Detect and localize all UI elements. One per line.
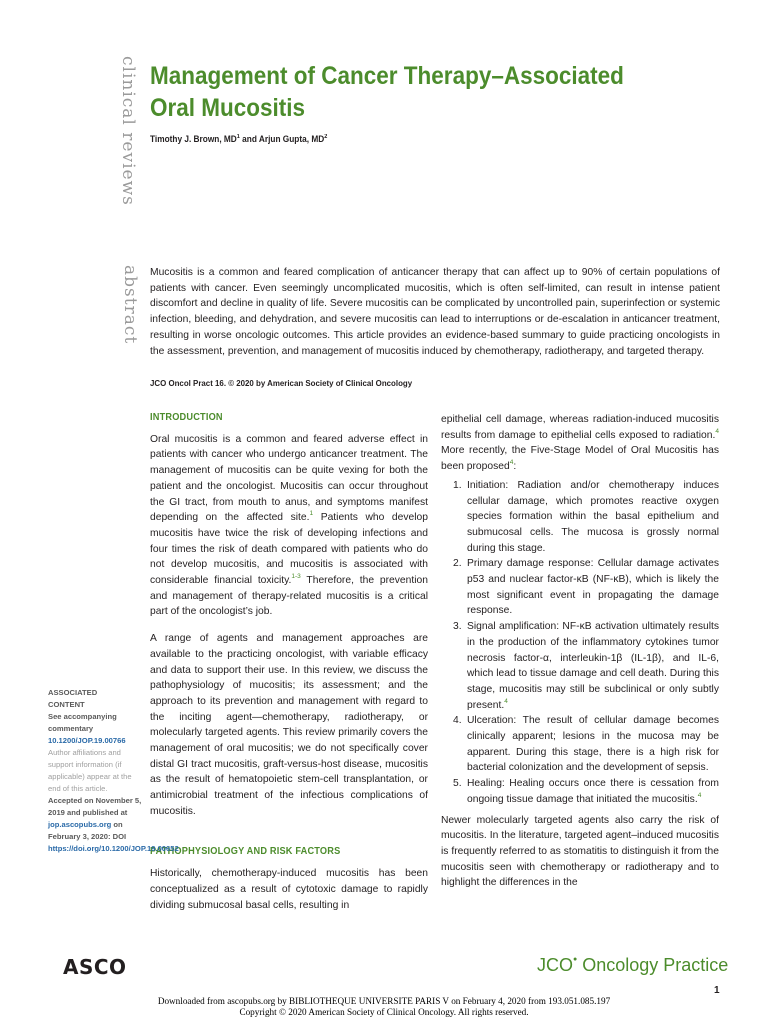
jco-product-name: Oncology Practice [582,955,729,975]
list-item-text: Signal amplification: NF-κB activation ultimately results in the production of the inflammatory cytokines tumor necrosis factor-α, interleukin-1β (IL-1β), and IL-6, which lead to tissue damage and cell death. During this stage, mucositis may still be subclinical or only subtly present. [467,621,719,711]
five-stage-list [441,478,719,808]
intro-p1-text-c: Therefore, the prevention and management of therapy-related mucositis is a critical part of the oncologist’s job. [150,575,428,618]
introduction-heading: INTRODUCTION [150,412,223,423]
copyright-notice: Copyright © 2020 American Society of Clinical Oncology. All rights reserved. [239,1007,529,1017]
list-item-number: 5. [453,778,462,790]
download-notice: Downloaded from ascopubs.org by BIBLIOTHEQUE UNIVERSITE PARIS V on February 4, 2020 from 193.051.085.197 [157,996,611,1006]
reference-link[interactable]: 4 [504,697,508,705]
associated-content-label-1: ASSOCIATED [48,688,98,697]
asco-logo: ASCO [63,955,127,979]
list-item-text: Initiation: Radiation and/or chemotherapy induces cellular damage, which promotes reactive oxygen species formation within the basal epithelium and submucosal cells. The mucosa is grossly normal during this stage. [467,479,719,554]
intro-p1-text-b: Patients who develop mucositis have twice the risk of developing infections and four times the risk of death compared with patients who do not develop mucositis, and mucositis is associated with considerable financial toxicity. [150,512,429,587]
citation-line: JCO Oncol Pract 16. © 2020 by American Society of Clinical Oncology [150,378,413,388]
left-column [150,410,428,913]
right-p1-text-b: More recently, the Five-Stage Model of Oral Mucositis has been proposed [441,445,719,473]
page-number: 1 [714,985,720,996]
right-column [441,412,719,891]
jco-logo: JCO● Oncology Practice [537,955,729,975]
list-item-number: 3. [453,621,462,633]
article-title-line-1: Management of Cancer Therapy–Associated [150,62,624,90]
right-paragraph-2: Newer molecularly targeted agents also carry the risk of mucositis. In the literature, targeted agent–induced mucositis is frequently referred to as stomatitis to distinguish it from the mucositis seen with chemotherapy or radiotherapy and to highlight the differences in the [441,814,719,889]
accepted-note [48,795,179,855]
journal-site-link[interactable]: jop.ascopubs.org [48,820,112,829]
intro-p1-text-a: Oral mucositis is a common and feared adverse effect in patients with cancer who undergo anticancer treatment. The management of mucositis can be quite vexing for both the patient and the oncologist. Mucositis can occur throughout the GI tract, from mouth to anus, and symptoms manifest depending on the affected site. [150,433,428,524]
reference-link[interactable]: 1-3 [291,573,301,581]
accepted-text: Accepted on November 5, 2019 and published at [48,796,142,817]
intro-paragraph-1 [150,432,428,620]
author-1: Timothy J. Brown, MD [150,134,237,144]
accepted-mid-text: on February 3, 2020: DOI [48,820,127,841]
affiliation-note: Author affiliations and support information (if applicable) appear at the end of this article. [48,748,132,793]
section-label-clinical-reviews: clinical reviews [118,56,138,206]
list-item [441,776,719,807]
intro-paragraph-2: A range of agents and management approaches are available to the practicing oncologist, with variable efficacy and data to support their use. In this review, we discuss the pathophysiology of mucositis; its assessment; and the approach to its prevention and management with regard to the inciting agent—chemotherapy, radiotherapy, or molecularly targeted agents. This review primarily covers the management of oral mucositis; we do not specifically cover distal GI tract mucositis, graft-versus-host disease, mucositis as the result of hematopoietic stem-cell transplantation, or antimicrobial treatment of the infectious complications of mucositis. [150,633,428,817]
right-p1-text-a: epithelial cell damage, whereas radiation-induced mucositis results from damage to epithelial cells exposed to radiation. [441,414,719,441]
list-item [441,619,719,713]
reference-link[interactable]: 4 [715,427,719,435]
article-title-line-2: Oral Mucositis [150,94,306,122]
list-item-text: Healing: Healing occurs once there is cessation from ongoing tissue damage that initiated the mucositis. [467,778,719,805]
patho-paragraph-1: Historically, chemotherapy-induced mucositis has been conceptualized as a result of cytotoxic damage to rapidly dividing submucosal basal cells, resulting in [150,868,428,911]
list-item-number: 2. [453,558,462,570]
list-item [441,478,719,557]
associated-content-label-2: CONTENT [48,700,85,709]
author-2-affiliation: 2 [324,134,328,140]
list-item-number: 4. [453,715,462,727]
side-notes [48,687,179,855]
reference-link[interactable]: 1 [309,510,314,518]
section-label-abstract: abstract [120,265,140,345]
author-list [150,134,327,144]
commentary-note [48,711,142,747]
commentary-link[interactable]: 10.1200/JOP.19.00766 [48,736,126,745]
author-2: and Arjun Gupta, MD [239,134,325,144]
list-item-number: 1. [453,479,462,491]
pathophysiology-heading: PATHOPHYSIOLOGY AND RISK FACTORS [150,845,341,857]
reference-link[interactable]: 4 [697,791,702,799]
doi-link[interactable]: https://doi.org/10.1200/JOP.19.00652 [48,844,179,853]
right-p1-text-c: : [513,461,517,473]
article-title [150,60,672,124]
right-paragraph-1 [441,412,719,475]
jco-logo-mark: JCO [537,955,573,975]
commentary-text: See accompanying commentary [48,712,117,733]
reference-link[interactable]: 4 [509,459,514,467]
list-item [441,713,719,776]
abstract-text: Mucositis is a common and feared complication of anticancer therapy that can affect up to 90% of certain populations of patients with cancer. Even seemingly uncomplicated mucositis, which is often self-limited, can result in intense patient discomfort and decline in quality of life. Severe mucositis can be complicated by uncontrolled pain, superinfection or systemic infection, bleeding, and dehydration, and severe mucositis can lead to interruptions or de-escalation in anticancer treatment, resulting in worse oncologic outcomes. This article provides an evidence-based summary to guide practicing oncologists in the assessment, prevention, and management of mucositis induced by chemotherapy, radiotherapy, and targeted therapy. [150,267,720,357]
author-1-affiliation: 1 [236,134,240,140]
list-item-text: Primary damage response: Cellular damage activates p53 and nuclear factor-κB (NF-κB), which is likely the most significant event in propagating the damage response. [467,558,719,617]
list-item-text: Ulceration: The result of cellular damage becomes clinically apparent; lesions in the mucosa may be apparent. During this stage, there is a high risk for bacterial colonization and the development of sepsis. [467,715,719,774]
list-item [441,556,719,619]
